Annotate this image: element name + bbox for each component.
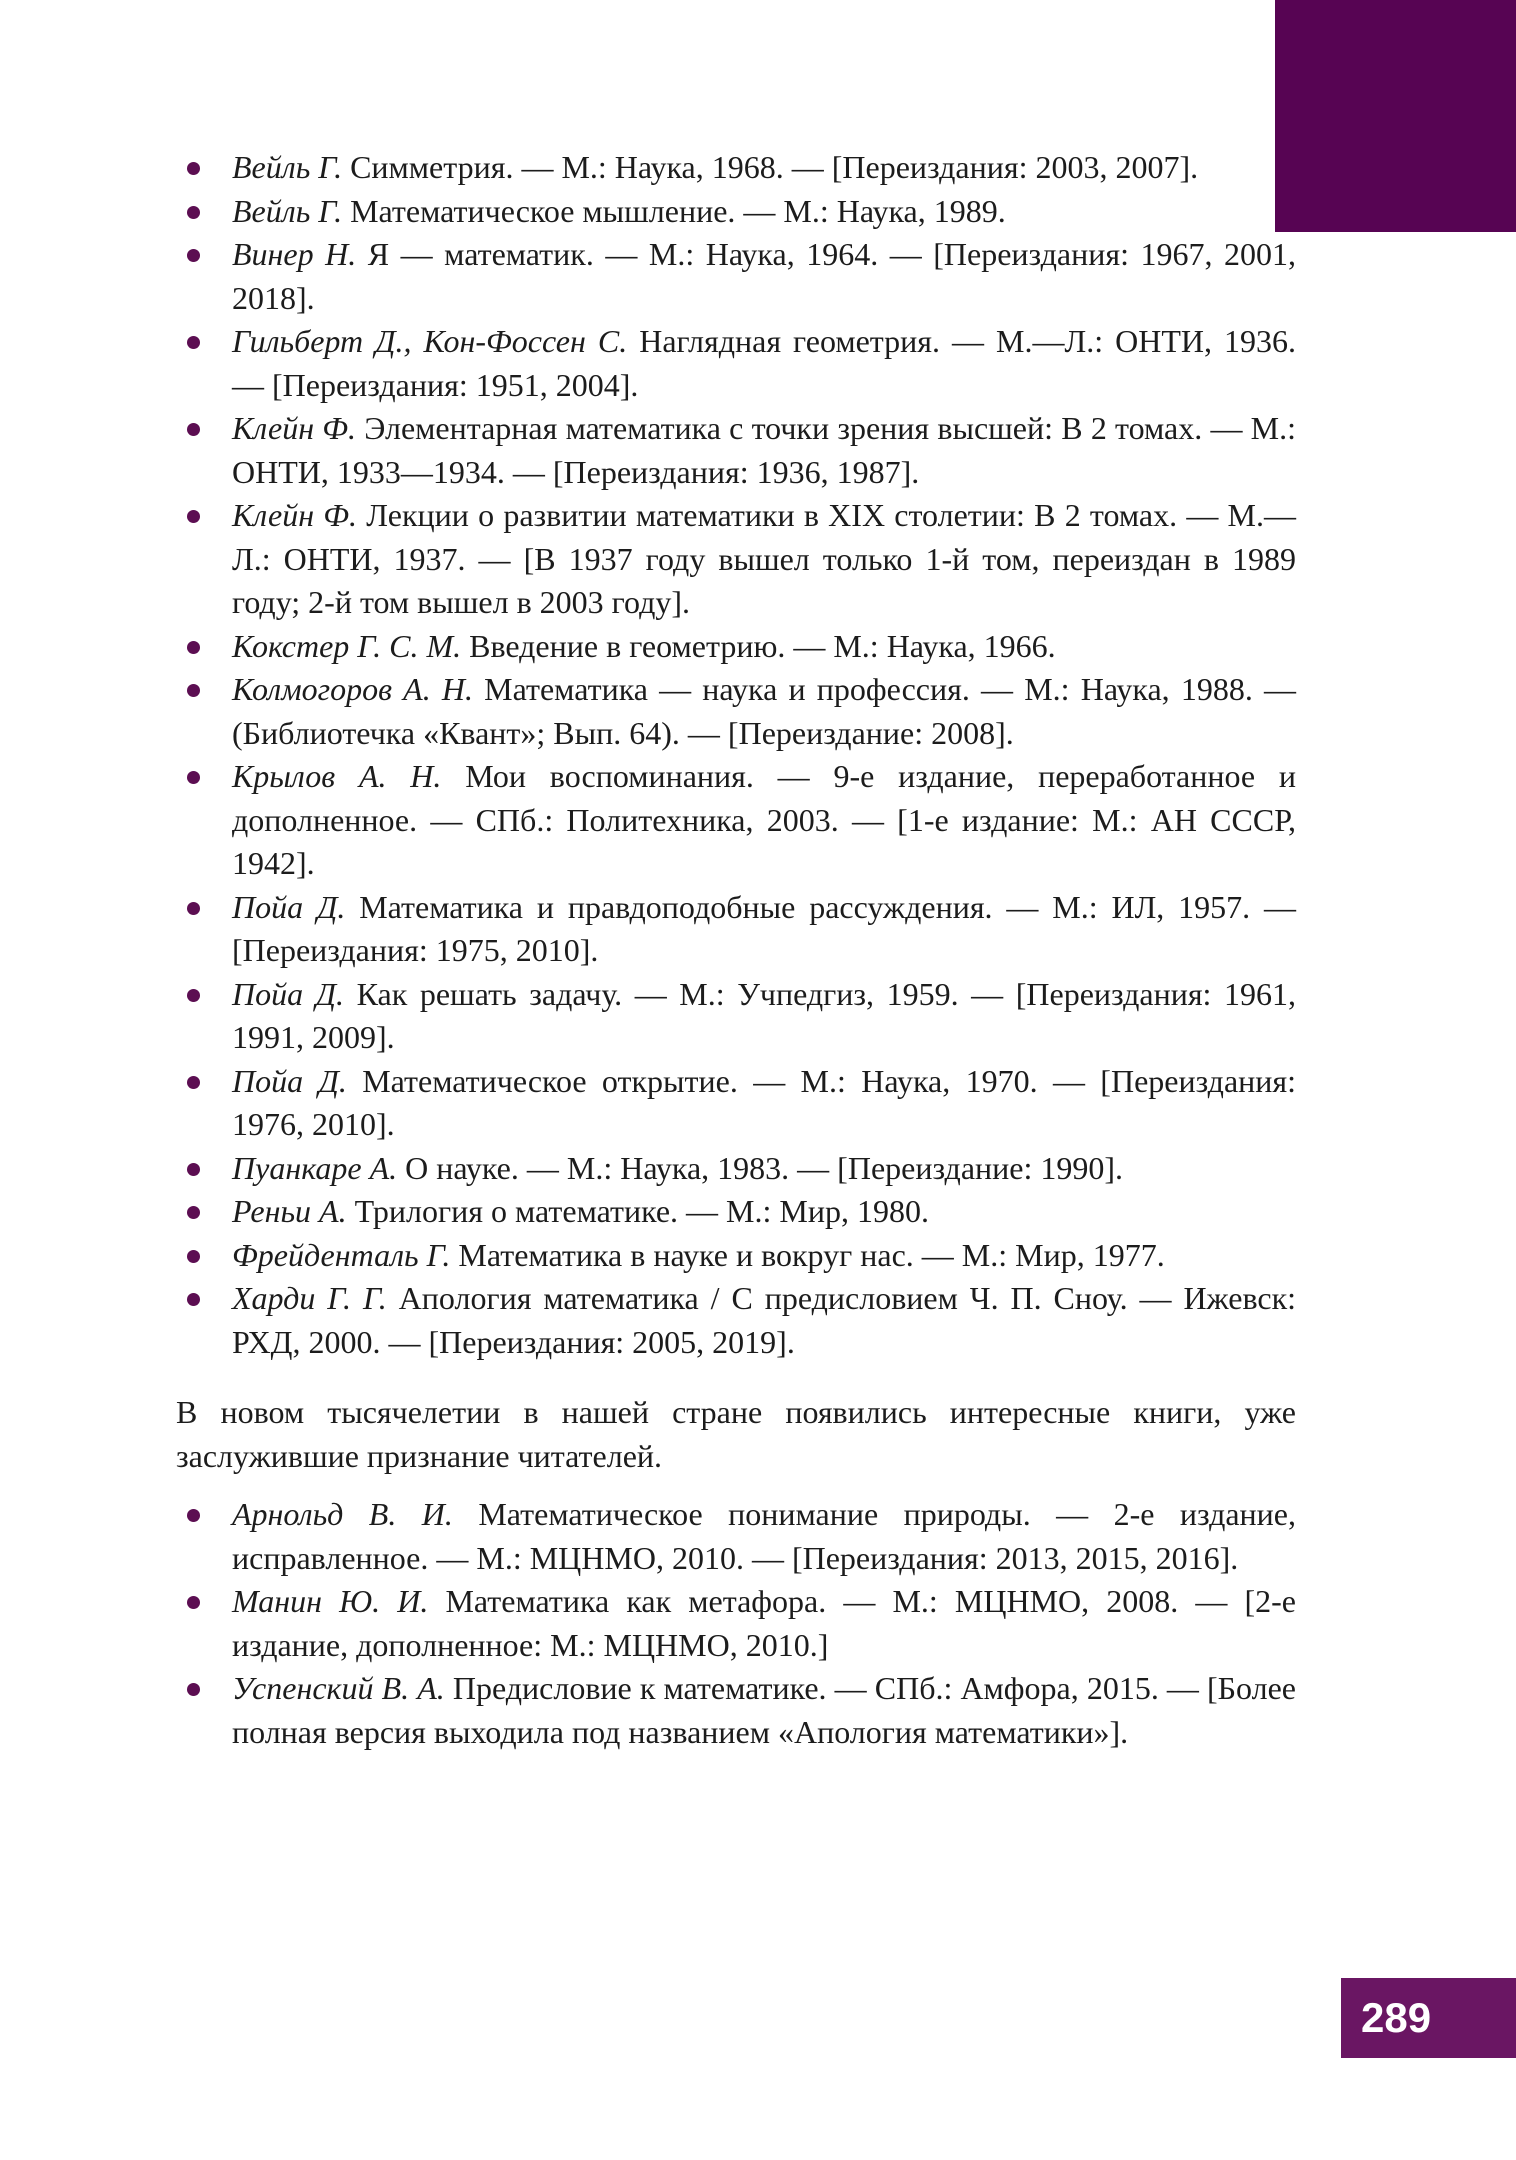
entry-text: Математическое мышление. — М.: Наука, 1989. [342,192,1006,229]
entry-author: Пойа Д. [232,1062,347,1099]
entry-author: Клейн Ф. [232,410,357,446]
bullet-icon [187,684,200,697]
entry-text: Элементарная математика с точки зрения высшей: В 2 томах. — М.: ОНТИ, 1933—1934. — [Переиздания: 1936, 1987]. [232,410,1297,490]
page-content [176,146,1296,1754]
entry-text: Введение в геометрию. — М.: Наука, 1966. [461,627,1056,664]
entry-text: Математика и правдоподобные рассуждения. — М.: ИЛ, 1957. — [Переиздания: 1975, 2010]. [232,888,1297,968]
bullet-icon [187,989,200,1002]
bullet-icon [187,249,200,262]
entry-text: Трилогия о математике. — М.: Мир, 1980. [346,1193,929,1229]
bullet-icon [187,1683,200,1696]
bibliography-entry [176,886,1296,973]
entry-author: Колмогоров А. Н. [232,671,473,707]
bibliography-entry [176,1060,1296,1147]
entry-author: Пуанкаре А. [232,1149,398,1186]
bibliography-entry [176,1493,1296,1580]
entry-author: Харди Г. Г. [232,1280,387,1316]
entry-text: Математика — наука и профессия. — М.: Наука, 1988. — (Библиотечка «Квант»; Вып. 64). — [Переиздание: 2008]. [232,671,1296,751]
entry-author: Фрейденталь Г. [232,1236,451,1273]
bibliography-entry [176,1234,1296,1278]
bibliography-entry [176,625,1296,669]
bullet-icon [187,1293,200,1306]
bibliography-entry [176,1580,1296,1667]
bibliography-entry [176,973,1296,1060]
bibliography-entry [176,190,1296,234]
entry-author: Вейль Г. [232,192,343,229]
entry-author: Арнольд В. И. [232,1496,453,1532]
interlude-paragraph: В новом тысячелетии в нашей стране появились интересные книги, уже заслужившие признание читателей. [176,1394,1296,1474]
entry-author: Кокстер Г. С. М. [232,627,462,664]
entry-text: Предисловие к математике. — СПб.: Амфора, 2015. — [Более полная версия выходила под названием «Апология математики»]. [232,1670,1297,1750]
bibliography-entry [176,668,1296,755]
bibliography-entry [176,146,1296,190]
page-number-badge [1341,1978,1516,2058]
bullet-icon [187,902,200,915]
entry-author: Вейль Г. [232,149,343,185]
bibliography-entry [176,1667,1296,1754]
bibliography-entry [176,320,1296,407]
entry-author: Гильберт Д., Кон-Фоссен С. [232,323,628,359]
page-number: 289 [1361,1994,1432,2041]
bibliography-entry [176,1147,1296,1191]
bullet-icon [187,771,200,784]
bullet-icon [187,1596,200,1609]
entry-text: Математическое открытие. — М.: Наука, 1970. — [Переиздания: 1976, 2010]. [232,1062,1297,1142]
bullet-icon [187,1076,200,1089]
entry-author: Клейн Ф. [232,497,358,533]
entry-text: Лекции о развитии математики в XIX столетии: В 2 томах. — М.—Л.: ОНТИ, 1937. — [В 1937 году вышел только 1-й том, переиздан в 1989 году; 2-й том вышел в 2003 году]. [232,497,1297,620]
bibliography-list-primary [176,146,1296,1364]
entry-text: Как решать задачу. — М.: Учпедгиз, 1959. — [Переиздания: 1961, 1991, 2009]. [232,975,1297,1055]
entry-text: Симметрия. — М.: Наука, 1968. — [Переиздания: 2003, 2007]. [342,149,1199,185]
bullet-icon [187,641,200,654]
bibliography-entry [176,407,1296,494]
entry-author: Пойа Д. [232,888,346,925]
bullet-icon [187,1163,200,1176]
bibliography-entry [176,494,1296,625]
entry-text: Наглядная геометрия. — М.—Л.: ОНТИ, 1936. — [Переиздания: 1951, 2004]. [232,323,1297,403]
bibliography-entry [176,755,1296,886]
bibliography-entry [176,1277,1296,1364]
bibliography-entry [176,1190,1296,1234]
entry-text: Я — математик. — М.: Наука, 1964. — [Переиздания: 1967, 2001, 2018]. [232,236,1297,316]
entry-text: Математика в науке и вокруг нас. — М.: Мир, 1977. [450,1236,1165,1273]
entry-author: Успенский В. А. [232,1670,445,1706]
bullet-icon [187,423,200,436]
entry-text: Мои воспоминания. — 9-е издание, переработанное и дополненное. — СПб.: Политехника, 2003. — [1-е издание: М.: АН СССР, 1942]. [232,758,1297,881]
bibliography-list-modern [176,1493,1296,1754]
bibliography-entry [176,233,1296,320]
bullet-icon [187,1206,200,1219]
entry-text: О науке. — М.: Наука, 1983. — [Переиздание: 1990]. [397,1149,1124,1186]
bullet-icon [187,336,200,349]
bullet-icon [187,1509,200,1522]
entry-author: Реньи А. [232,1193,347,1229]
bullet-icon [187,510,200,523]
entry-author: Манин Ю. И. [232,1583,429,1619]
entry-author: Крылов А. Н. [232,758,442,794]
entry-text: Математическое понимание природы. — 2-е издание, исправленное. — М.: МЦНМО, 2010. — [Переиздания: 2013, 2015, 2016]. [232,1496,1297,1576]
bullet-icon [187,162,200,175]
bullet-icon [187,206,200,219]
entry-author: Винер Н. [232,236,357,272]
bullet-icon [187,1250,200,1263]
entry-text: Математика как метафора. — М.: МЦНМО, 2008. — [2-е издание, дополненное: М.: МЦНМО, 2010.] [232,1583,1297,1663]
corner-accent-block [1275,0,1516,232]
entry-text: Апология математика / С предисловием Ч. П. Сноу. — Ижевск: РХД, 2000. — [Переиздания: 2005, 2019]. [232,1280,1297,1360]
entry-author: Пойа Д. [232,975,345,1012]
